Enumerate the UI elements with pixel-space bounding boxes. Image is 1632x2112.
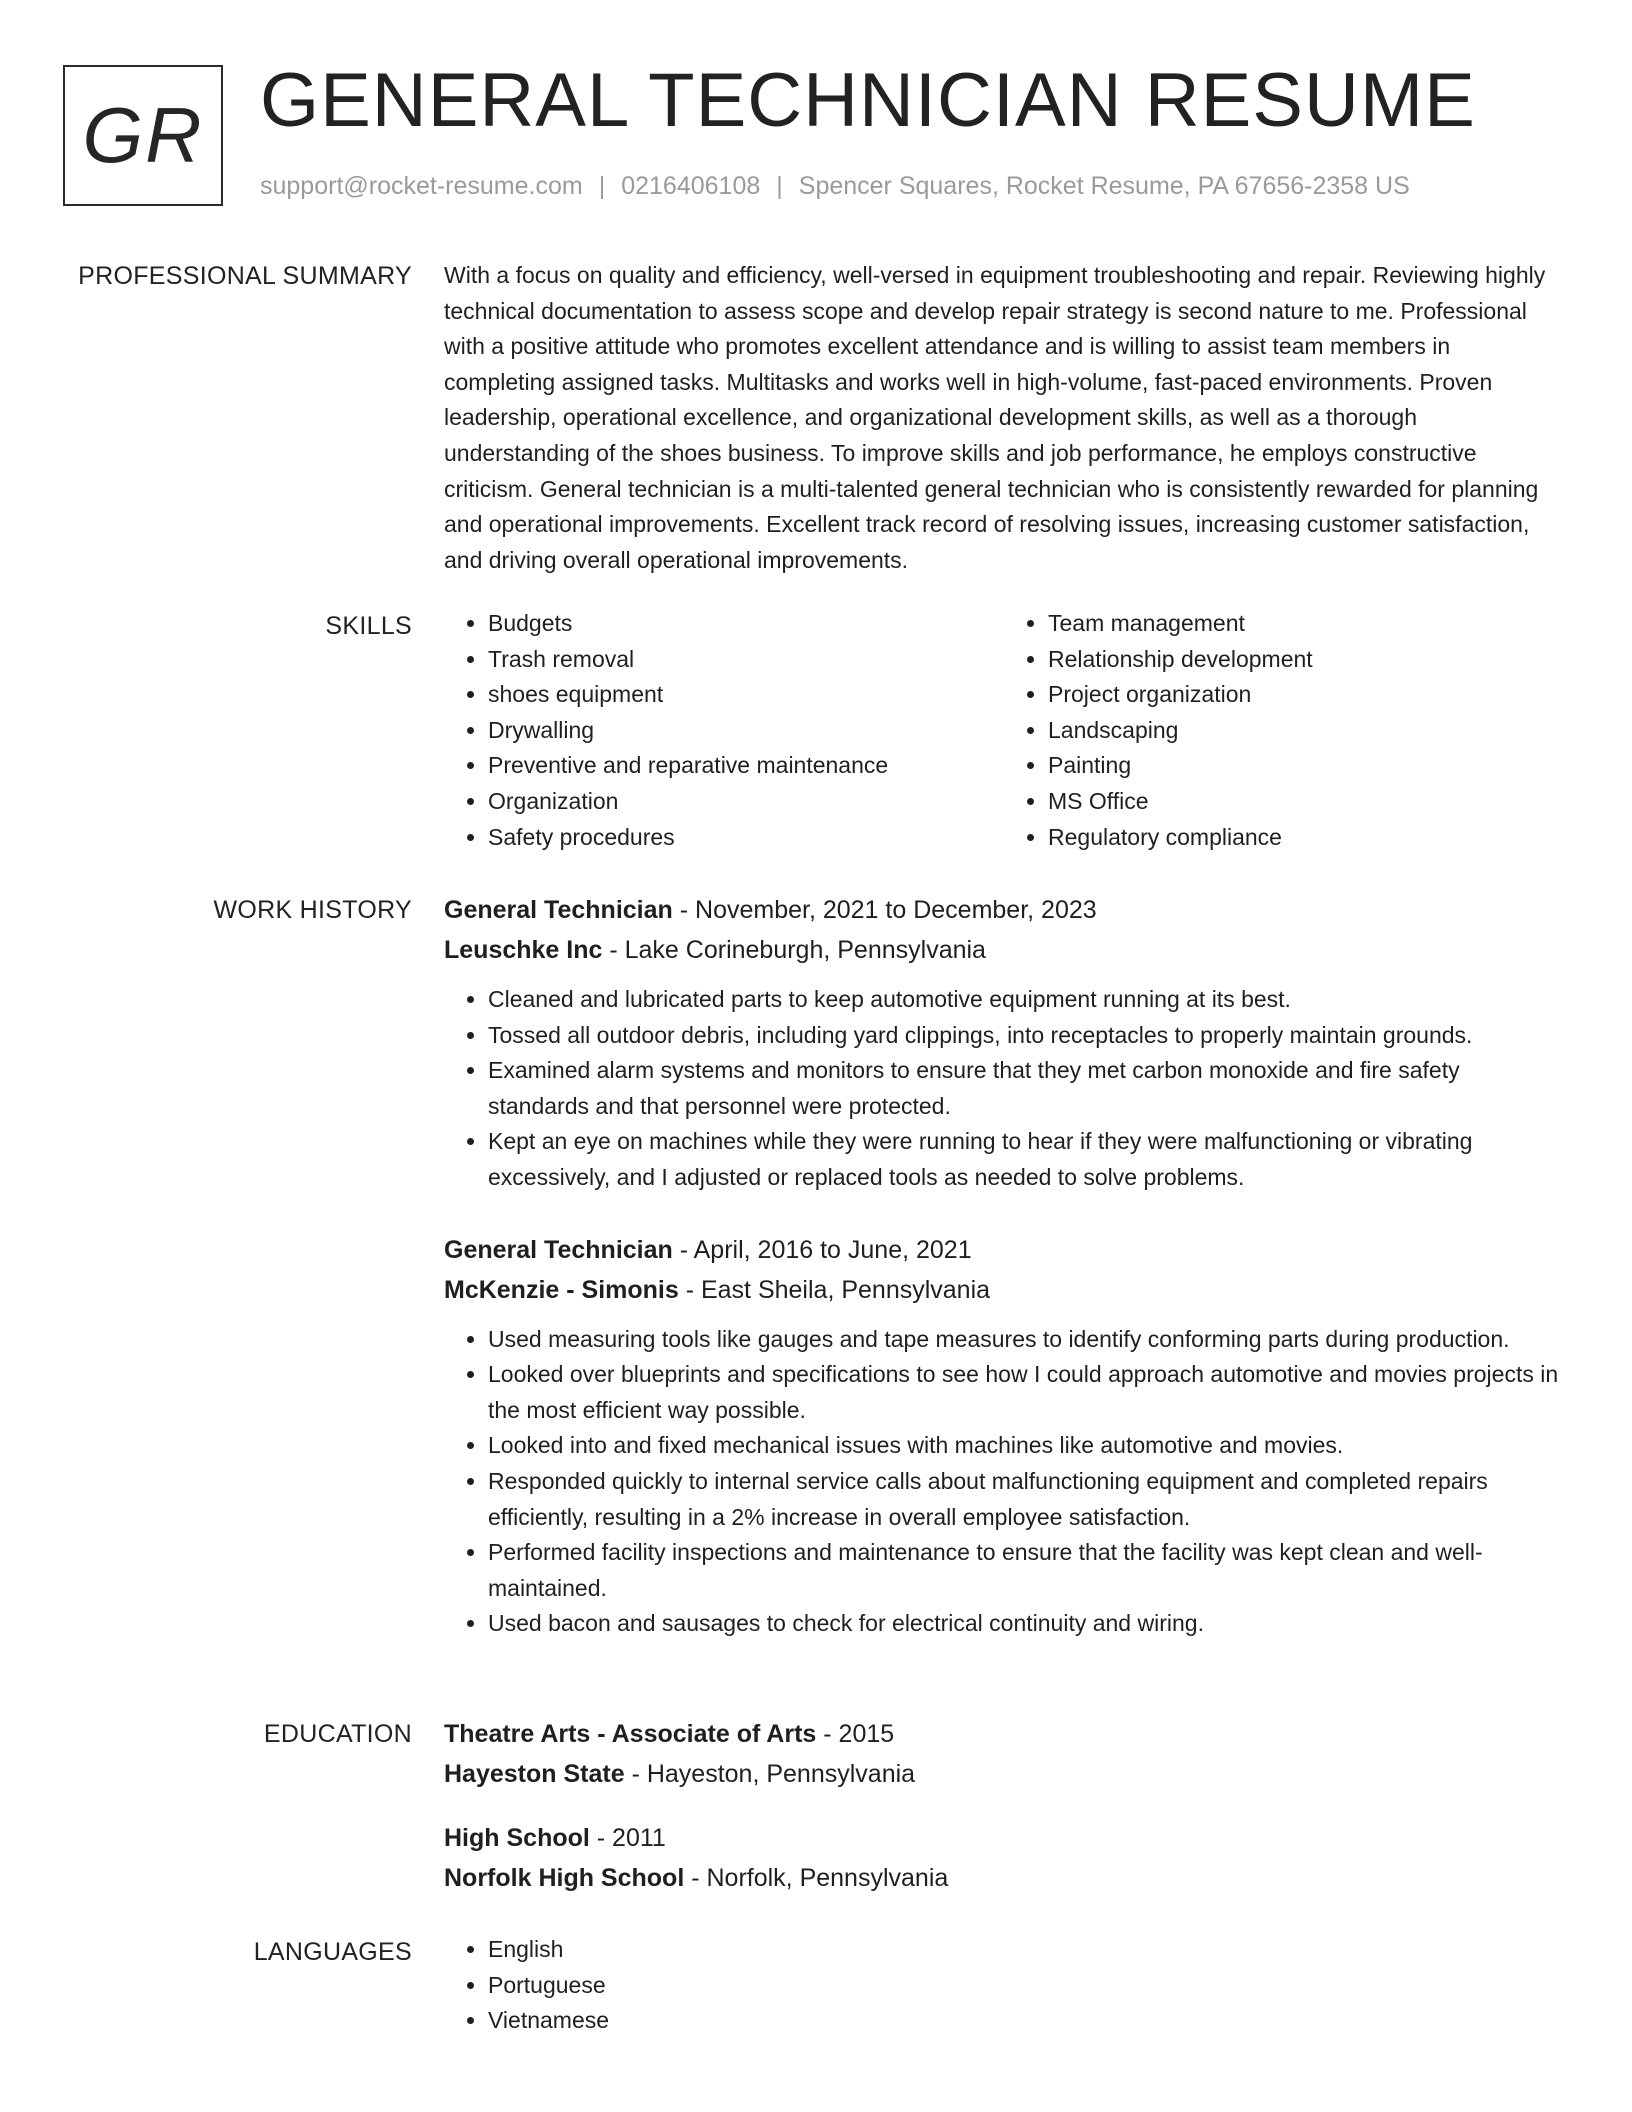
job-title: General Technician (444, 1235, 673, 1264)
job-location: - East Sheila, Pennsylvania (678, 1275, 991, 1304)
skill-item: • Team management (1048, 606, 1564, 642)
degree-year: - 2011 (589, 1824, 666, 1852)
job-location: - Lake Corineburgh, Pennsylvania (602, 936, 986, 964)
page-title: GENERAL TECHNICIAN RESUME (260, 58, 1476, 143)
monogram: GR (63, 65, 223, 206)
skill-item: • Relationship development (1048, 642, 1564, 678)
contact-separator: | (776, 172, 783, 200)
skill-item: • Landscaping (1048, 713, 1564, 749)
job-bullet: • Used measuring tools like gauges and tape measures to identify conforming parts during production. (488, 1322, 1564, 1358)
job-bullet: • Looked into and fixed mechanical issues with machines like automotive and movies. (488, 1428, 1564, 1464)
degree: High School (444, 1824, 590, 1852)
school-location: - Norfolk, Pennsylvania (684, 1864, 949, 1892)
job-bullet: • Performed facility inspections and maintenance to ensure that the facility was kept clean and well-maintained. (488, 1535, 1564, 1606)
work-history-content (444, 890, 1564, 1642)
school-location: - Hayeston, Pennsylvania (624, 1760, 916, 1788)
job-dates: - November, 2021 to December, 2023 (672, 896, 1097, 924)
degree-line (444, 1714, 1564, 1754)
job-bullet: • Responded quickly to internal service calls about malfunctioning equipment and completed repairs efficiently, resulting in a 2% increase in overall employee satisfaction. (488, 1464, 1564, 1535)
skills-list-right (1004, 606, 1564, 855)
education-content (444, 1714, 1564, 1898)
skill-item: • Regulatory compliance (1048, 820, 1564, 856)
job-bullet: • Cleaned and lubricated parts to keep automotive equipment running at its best. (488, 982, 1564, 1018)
job-entry (444, 1230, 1564, 1642)
skill-item: • Safety procedures (488, 820, 1004, 856)
language-item: • Vietnamese (488, 2003, 1564, 2039)
contact-separator: | (598, 172, 606, 200)
job-company-line (444, 1270, 1564, 1310)
job-title-line (444, 1230, 1564, 1270)
languages-label: LANGUAGES (253, 1938, 412, 1966)
job-title: General Technician (444, 896, 673, 924)
contact-address: Spencer Squares, Rocket Resume, PA 67656-2358 US (798, 172, 1410, 200)
job-bullets (444, 1322, 1564, 1642)
school: Norfolk High School (444, 1864, 685, 1892)
job-bullet: • Tossed all outdoor debris, including yard clippings, into receptacles to properly maintain grounds. (488, 1018, 1564, 1054)
work-history-label: WORK HISTORY (213, 896, 412, 924)
job-bullets (444, 982, 1564, 1196)
degree: Theatre Arts - Associate of Arts (444, 1720, 817, 1748)
summary-label: PROFESSIONAL SUMMARY (78, 262, 412, 290)
summary-text: With a focus on quality and efficiency, well-versed in equipment troubleshooting and repair. Reviewing highly technical documentation to assess scope and develop repair strategy is second nature to me. Professional with a positive attitude who promotes excellent attendance and is willing to assist team members in completing assigned tasks. Multitasks and works well in high-volume, fast-paced environments. Proven leadership, operational excellence, and organizational development skills, as well as a thorough understanding of the shoes business. To improve skills and job performance, he employs constructive criticism. General technician is a multi-talented general technician who is consistently rewarded for planning and operational improvements. Excellent track record of resolving issues, increasing customer satisfaction, and driving overall operational improvements. (444, 262, 1546, 573)
job-dates: - April, 2016 to June, 2021 (672, 1235, 972, 1264)
contact-email[interactable]: support@rocket-resume.com (260, 172, 583, 200)
skill-item: • Budgets (488, 606, 1004, 642)
skill-item: • Trash removal (488, 642, 1004, 678)
contact-line (260, 172, 1410, 201)
education-entry (444, 1714, 1564, 1794)
skill-item: • Preventive and reparative maintenance (488, 748, 1004, 784)
languages-list (444, 1932, 1564, 2039)
language-item: • Portuguese (488, 1968, 1564, 2004)
school-line (444, 1858, 1564, 1898)
job-bullet: • Looked over blueprints and specifications to see how I could approach automotive and movies projects in the most efficient way possible. (488, 1357, 1564, 1428)
skill-item: • shoes equipment (488, 677, 1004, 713)
languages-content (444, 1932, 1564, 2039)
school-line (444, 1754, 1564, 1794)
job-bullet: • Examined alarm systems and monitors to ensure that they met carbon monoxide and fire safety standards and that personnel were protected. (488, 1053, 1564, 1124)
skill-item: • MS Office (1048, 784, 1564, 820)
job-bullet: • Kept an eye on machines while they were running to hear if they were malfunctioning or vibrating excessively, and I adjusted or replaced tools as needed to solve problems. (488, 1124, 1564, 1195)
job-company: Leuschke Inc (444, 936, 603, 964)
skill-item: • Drywalling (488, 713, 1004, 749)
skill-item: • Painting (1048, 748, 1564, 784)
education-label: EDUCATION (263, 1720, 412, 1748)
job-title-line (444, 890, 1564, 930)
job-bullet: • Used bacon and sausages to check for electrical continuity and wiring. (488, 1606, 1564, 1642)
language-item: • English (488, 1932, 1564, 1968)
degree-line (444, 1818, 1564, 1858)
skills-list-left (444, 606, 1004, 855)
skill-item: • Organization (488, 784, 1004, 820)
skills-content (444, 606, 1564, 855)
skill-item: • Project organization (1048, 677, 1564, 713)
education-entry (444, 1818, 1564, 1898)
job-company: McKenzie - Simonis (444, 1275, 679, 1304)
job-company-line (444, 930, 1564, 970)
degree-year: - 2015 (816, 1720, 895, 1748)
contact-phone: 0216406108 (621, 172, 761, 200)
school: Hayeston State (444, 1760, 625, 1788)
job-entry (444, 890, 1564, 1196)
skills-label: SKILLS (325, 612, 412, 640)
